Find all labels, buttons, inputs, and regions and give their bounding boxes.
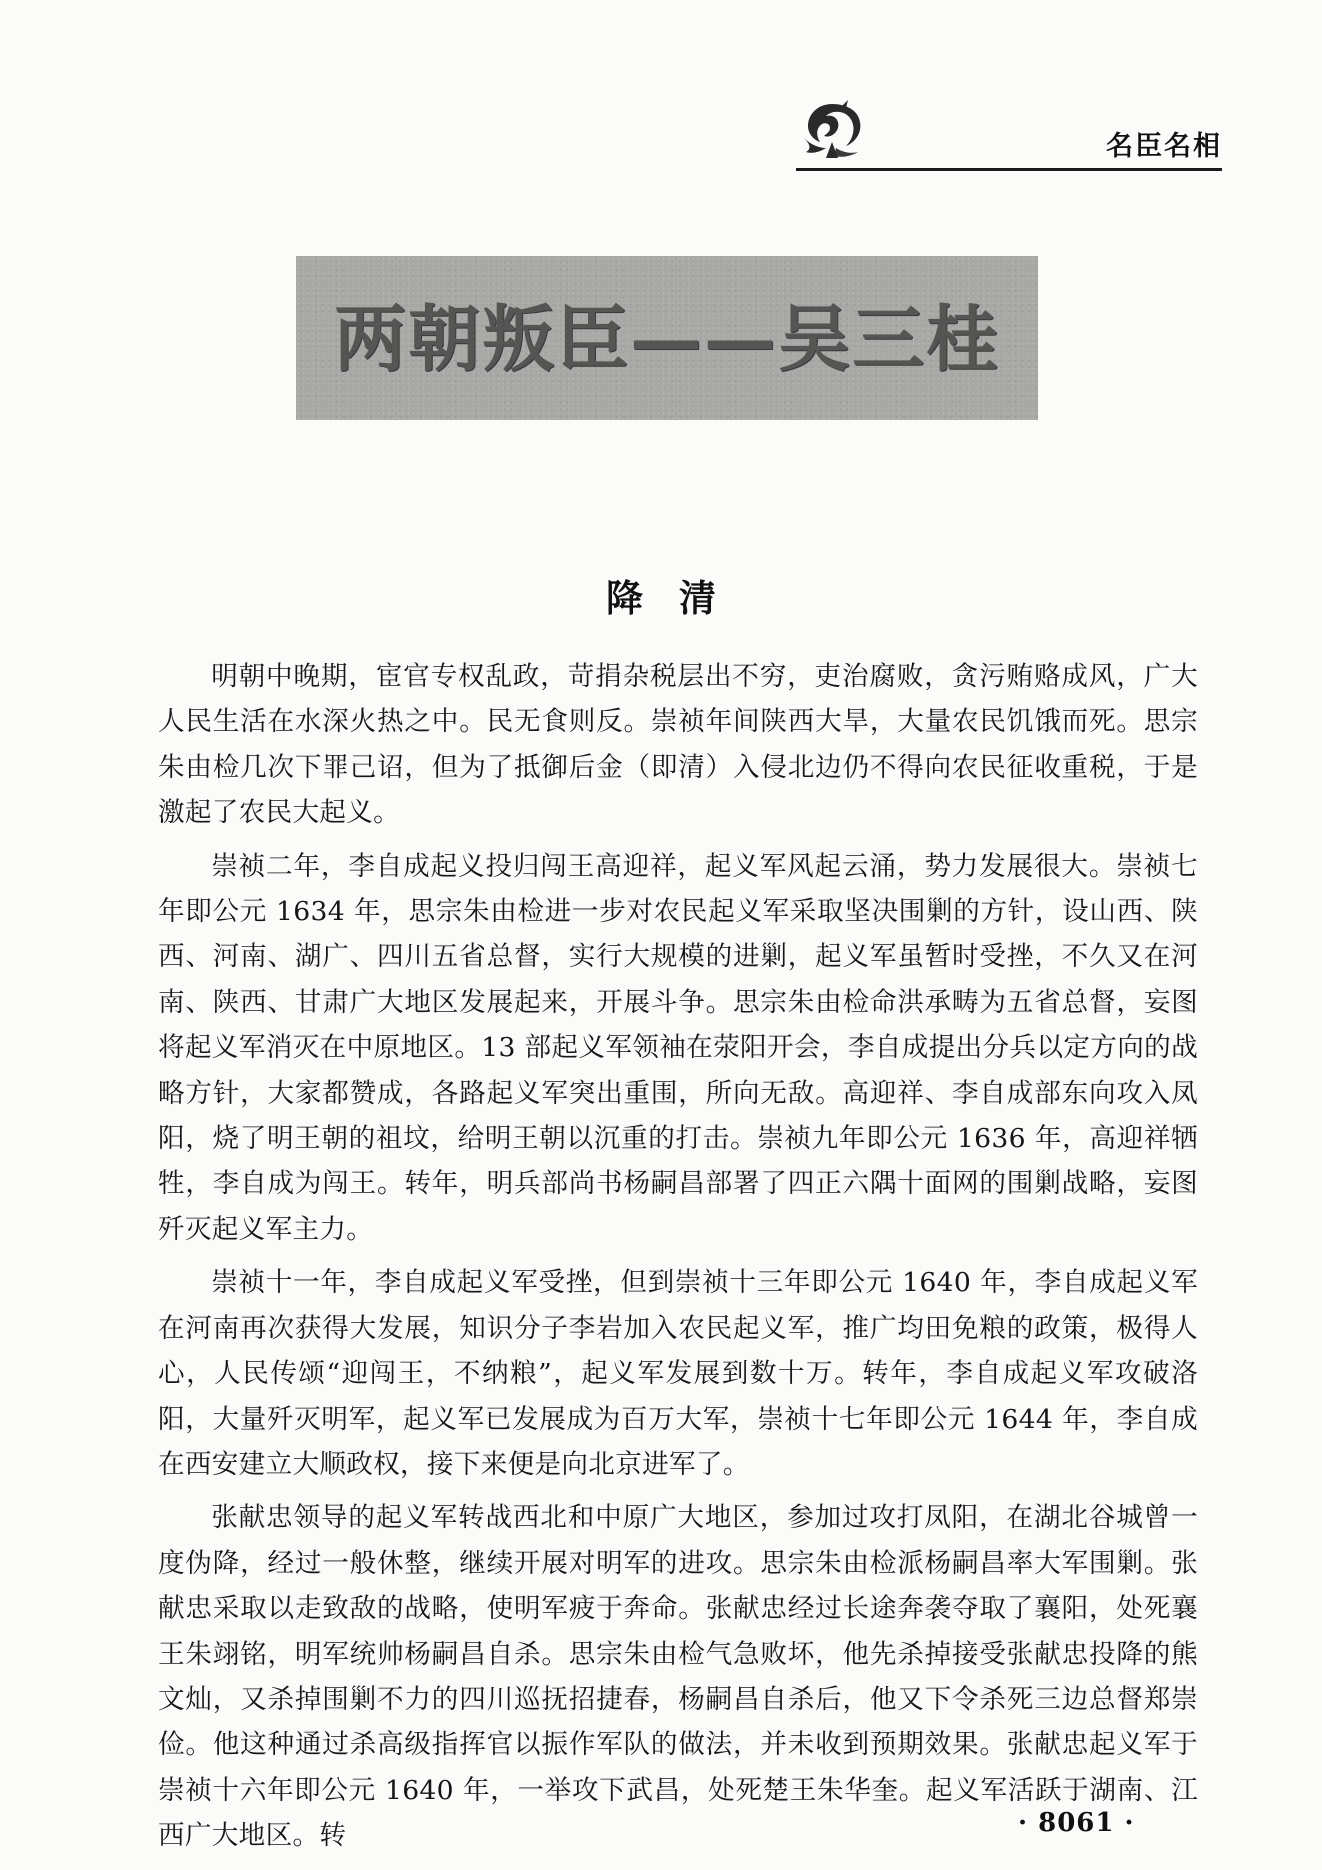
page-number: · 8061 · — [1018, 1808, 1135, 1838]
paragraph: 崇祯十一年，李自成起义军受挫，但到崇祯十三年即公元 1640 年，李自成起义军在河南再次获得大发展，知识分子李岩加入农民起义军，推广均田免粮的政策，极得人心，人民传颂“迎闯王，不纳粮”，起义军发展到数十万。转年，李自成起义军攻破洛阳，大量歼灭明军，起义军已发展成为百万大军，崇祯十七年即公元 1644 年，李自成在西安建立大顺政权，接下来便是向北京进军了。 — [158, 1267, 1198, 1480]
dragon-emblem-icon — [796, 98, 868, 160]
chapter-title: 两朝叛臣——吴三桂 — [333, 296, 1000, 381]
paragraph: 崇祯二年，李自成起义投归闯王高迎祥，起义军风起云涌，势力发展很大。崇祯七年即公元 1634 年，思宗朱由检进一步对农民起义军采取坚决围剿的方针，设山西、陕西、河南、湖广、四川五省总督，实行大规模的进剿，起义军虽暂时受挫，不久又在河南、陕西、甘肃广大地区发展起来，开展斗争。思宗朱由检命洪承畴为五省总督，妄图将起义军消灭在中原地区。13 部起义军领袖在荥阳开会，李自成提出分兵以定方向的战略方针，大家都赞成，各路起义军突出重围，所向无敌。高迎祥、李自成部东向攻入凤阳，烧了明王朝的祖坟，给明王朝以沉重的打击。崇祯九年即公元 1636 年，高迎祥牺牲，李自成为闯王。转年，明兵部尚书杨嗣昌部署了四正六隅十面网的围剿战略，妄图歼灭起义军主力。 — [158, 850, 1198, 1245]
running-header-title: 名臣名相 — [1106, 131, 1222, 162]
chapter-banner — [296, 256, 1038, 420]
header-rule — [796, 168, 1222, 171]
section-title: 降清 — [606, 577, 752, 620]
paragraph: 张献忠领导的起义军转战西北和中原广大地区，参加过攻打凤阳，在湖北谷城曾一度伪降，经过一般休整，继续开展对明军的进攻。思宗朱由检派杨嗣昌率大军围剿。张献忠采取以走致敌的战略，使明军疲于奔命。张献忠经过长途奔袭夺取了襄阳，处死襄王朱翊铭，明军统帅杨嗣昌自杀。思宗朱由检气急败坏，他先杀掉接受张献忠投降的熊文灿，又杀掉围剿不力的四川巡抚招捷春，杨嗣昌自杀后，他又下令杀死三边总督郑崇俭。他这种通过杀高级指挥官以振作军队的做法，并未收到预期效果。张献忠起义军于崇祯十六年即公元 1640 年，一举攻下武昌，处死楚王朱华奎。起义军活跃于湖南、江西广大地区。转 — [158, 1502, 1198, 1852]
body-text — [158, 654, 1198, 1867]
paragraph: 明朝中晚期，宦官专权乱政，苛捐杂税层出不穷，吏治腐败，贪污贿赂成风，广大人民生活在水深火热之中。民无食则反。崇祯年间陕西大旱，大量农民饥饿而死。思宗朱由检几次下罪己诏，但为了抵御后金（即清）入侵北边仍不得向农民征收重税，于是激起了农民大起义。 — [158, 661, 1198, 829]
